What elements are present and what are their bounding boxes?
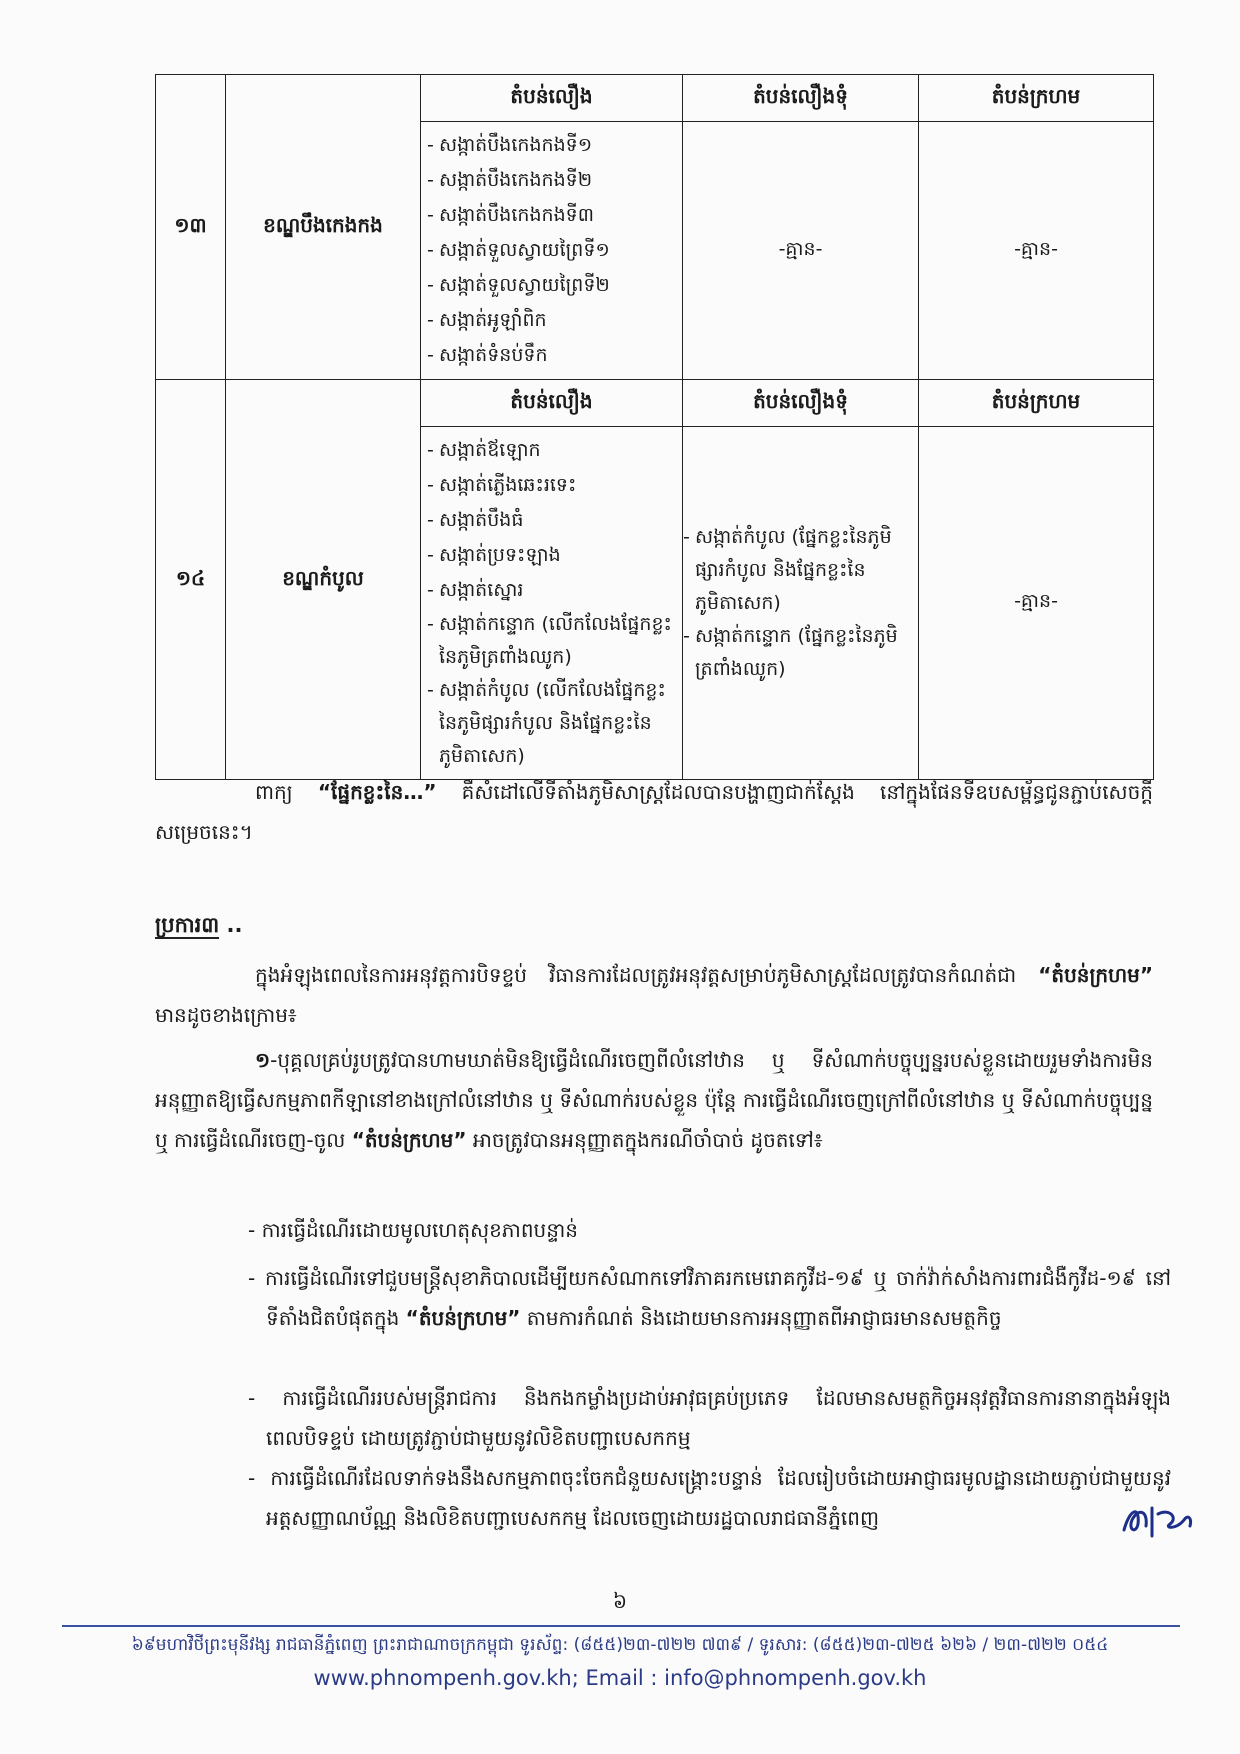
zone-table: [155, 74, 1154, 780]
red-zone-cell: -គ្មាន-: [919, 427, 1154, 780]
exception-item: - ការធ្វើដំណើរទៅជួបមន្ត្រីសុខាភិបាលដើម្បីយកសំណាកទៅវិភាគរកមេរោគកូវីដ-១៩ ឬ ចាក់វ៉ាក់សាំងការពារជំងឺកូវីដ-១៩ នៅទីតាំងជិតបំផុតក្នុង “តំបន់ក្រហម” តាមការកំណត់ និងដោយមានការអនុញ្ញាតពីអាជ្ញាធរមានសមត្ថកិច្ច: [248, 1266, 1171, 1330]
signature-initials-icon: [1118, 1500, 1198, 1540]
article-heading: ប្រការ៣ ..: [155, 913, 243, 937]
district-name: ខណ្ឌកំបូល: [226, 380, 421, 780]
list-item: - សង្កាត់កន្ទោក (ផ្នែកខ្លះនៃភូមិត្រពាំងឈូក): [683, 624, 898, 680]
list-item: - សង្កាត់កំបូល (លើកលែងផ្នែកខ្លះនៃភូមិផ្សារកំបូល និងផ្នែកខ្លះនៃភូមិតាសេក): [427, 679, 666, 767]
list-item: - សង្កាត់ទំនប់ទឹក: [427, 344, 548, 366]
exception-item: - ការធ្វើដំណើរដោយមូលហេតុសុខភាពបន្ទាន់: [248, 1218, 578, 1242]
footer-contact: www.phnompenh.gov.kh; Email : info@phnompenh.gov.kh: [313, 1666, 927, 1690]
list-item: - សង្កាត់ប្រទះឡាង: [427, 544, 561, 566]
red-zone-term: “តំបន់ក្រហម”: [351, 1128, 467, 1152]
yellow-zone-list: [421, 122, 683, 380]
list-item: - សង្កាត់ភ្លើងឆេះរទេះ: [427, 474, 577, 496]
district-name: ខណ្ឌបឹងកេងកង: [226, 75, 421, 380]
rule-paragraph: ១-បុគ្គលគ្រប់រូបត្រូវបានហាមឃាត់មិនឱ្យធ្វើដំណើរចេញពីលំនៅឋាន ឬ ទីសំណាក់បច្ចុប្បន្នរបស់ខ្លួនដោយរួមទាំងការមិនអនុញ្ញាតឱ្យធ្វើសកម្មភាពកីឡានៅខាងក្រៅលំនៅឋាន ឬ ទីសំណាក់របស់ខ្លួន ប៉ុន្តែ ការធ្វើដំណើរចេញក្រៅពីលំនៅឋាន ឬ ទីសំណាក់បច្ចុប្បន្ន ឬ ការធ្វើដំណើរចេញ-ចូល “តំបន់ក្រហម” អាចត្រូវបានអនុញ្ញាតក្នុងករណីចាំបាច់ ដូចតទៅ៖: [155, 1048, 1153, 1152]
header-red-zone: តំបន់ក្រហម: [919, 75, 1154, 122]
list-item: - សង្កាត់បឹងធំ: [427, 509, 524, 531]
list-item: - សង្កាត់អូឡាំពិក: [427, 309, 547, 331]
list-item: - សង្កាត់កន្ទោក (លើកលែងផ្នែកខ្លះនៃភូមិត្រពាំងឈូក): [427, 613, 672, 668]
defined-term: “ផ្នែកខ្លះនៃ…”: [317, 780, 437, 804]
list-item: - សង្កាត់បឹងកេងកងទី១: [427, 134, 593, 156]
exception-item: - ការធ្វើដំណើរដែលទាក់ទងនឹងសកម្មភាពចុះចែកជំនួយសង្គ្រោះបន្ទាន់ ដែលរៀបចំដោយអាជ្ញាធរមូលដ្ឋានដោយភ្ជាប់ជាមួយនូវអត្តសញ្ញាណប័ណ្ណ និងលិខិតបញ្ជាបេសកកម្ម ដែលចេញដោយរដ្ឋបាលរាជធានីភ្នំពេញ: [248, 1466, 1171, 1530]
header-red-zone: តំបន់ក្រហម: [919, 380, 1154, 427]
dark-yellow-zone-cell: -គ្មាន-: [683, 122, 919, 380]
list-item: - សង្កាត់ឪឡោក: [427, 439, 541, 461]
header-dark-yellow-zone: តំបន់លឿងទុំ: [683, 75, 919, 122]
article-intro: ក្នុងអំឡុងពេលនៃការអនុវត្តការបិទខ្ទប់ វិធានការដែលត្រូវអនុវត្តសម្រាប់ភូមិសាស្ត្រដែលត្រូវបានកំណត់ជា “តំបន់ក្រហម” មានដូចខាងក្រោម៖: [155, 963, 1153, 1027]
header-dark-yellow-zone: តំបន់លឿងទុំ: [683, 380, 919, 427]
footer-address: ៦៩មហាវិថីព្រះមុនីវង្ស រាជធានីភ្នំពេញ ព្រះរាជាណាចក្រកម្ពុជា ទូរស័ព្ទ: (៨៥៥)២៣-៧២២ ៧៣៩ / ទូរសារ: (៨៥៥)២៣-៧២៥ ៦២៦ / ២៣-៧២២ ០៥៤: [131, 1635, 1109, 1655]
definition-note: ពាក្យ “ផ្នែកខ្លះនៃ…” គឺសំដៅលើទីតាំងភូមិសាស្ត្រដែលបានបង្ហាញជាក់ស្តែង នៅក្នុងផែនទីឧបសម្ព័ន្ធជូនភ្ជាប់សេចក្តីសម្រេចនេះ។: [155, 780, 1153, 844]
list-item: - សង្កាត់បឹងកេងកងទី៣: [427, 204, 594, 226]
list-item: - សង្កាត់ទួលស្វាយព្រៃទី១: [427, 239, 610, 261]
red-zone-term: “តំបន់ក្រហម”: [405, 1306, 521, 1330]
list-item: - សង្កាត់កំបូល (ផ្នែកខ្លះនៃភូមិផ្សារកំបូល និងផ្នែកខ្លះនៃភូមិតាសេក): [683, 525, 892, 614]
table-header-row: [156, 380, 1154, 427]
footer-divider: [62, 1625, 1180, 1627]
rule-number: ១: [255, 1048, 271, 1072]
list-item: - សង្កាត់ស្នោរ: [427, 579, 524, 601]
list-item: - សង្កាត់បឹងកេងកងទី២: [427, 169, 593, 191]
page-number: ៦: [612, 1589, 628, 1613]
list-item: - សង្កាត់ទួលស្វាយព្រៃទី២: [427, 274, 610, 296]
row-number: ១៣: [156, 75, 226, 380]
table-header-row: [156, 75, 1154, 122]
exception-item: - ការធ្វើដំណើររបស់មន្ត្រីរាជការ និងកងកម្លាំងប្រដាប់អាវុធគ្រប់ប្រភេទ ដែលមានសមត្ថកិច្ចអនុវត្តវិធានការនានាក្នុងអំឡុងពេលបិទខ្ទប់ ដោយត្រូវភ្ជាប់ជាមួយនូវលិខិតបញ្ជាបេសកកម្ម: [248, 1386, 1171, 1450]
red-zone-term: “តំបន់ក្រហម”: [1038, 963, 1153, 987]
dark-yellow-zone-list: [683, 427, 919, 780]
yellow-zone-list: [421, 427, 683, 780]
header-yellow-zone: តំបន់លឿង: [421, 380, 683, 427]
red-zone-cell: -គ្មាន-: [919, 122, 1154, 380]
header-yellow-zone: តំបន់លឿង: [421, 75, 683, 122]
row-number: ១៤: [156, 380, 226, 780]
